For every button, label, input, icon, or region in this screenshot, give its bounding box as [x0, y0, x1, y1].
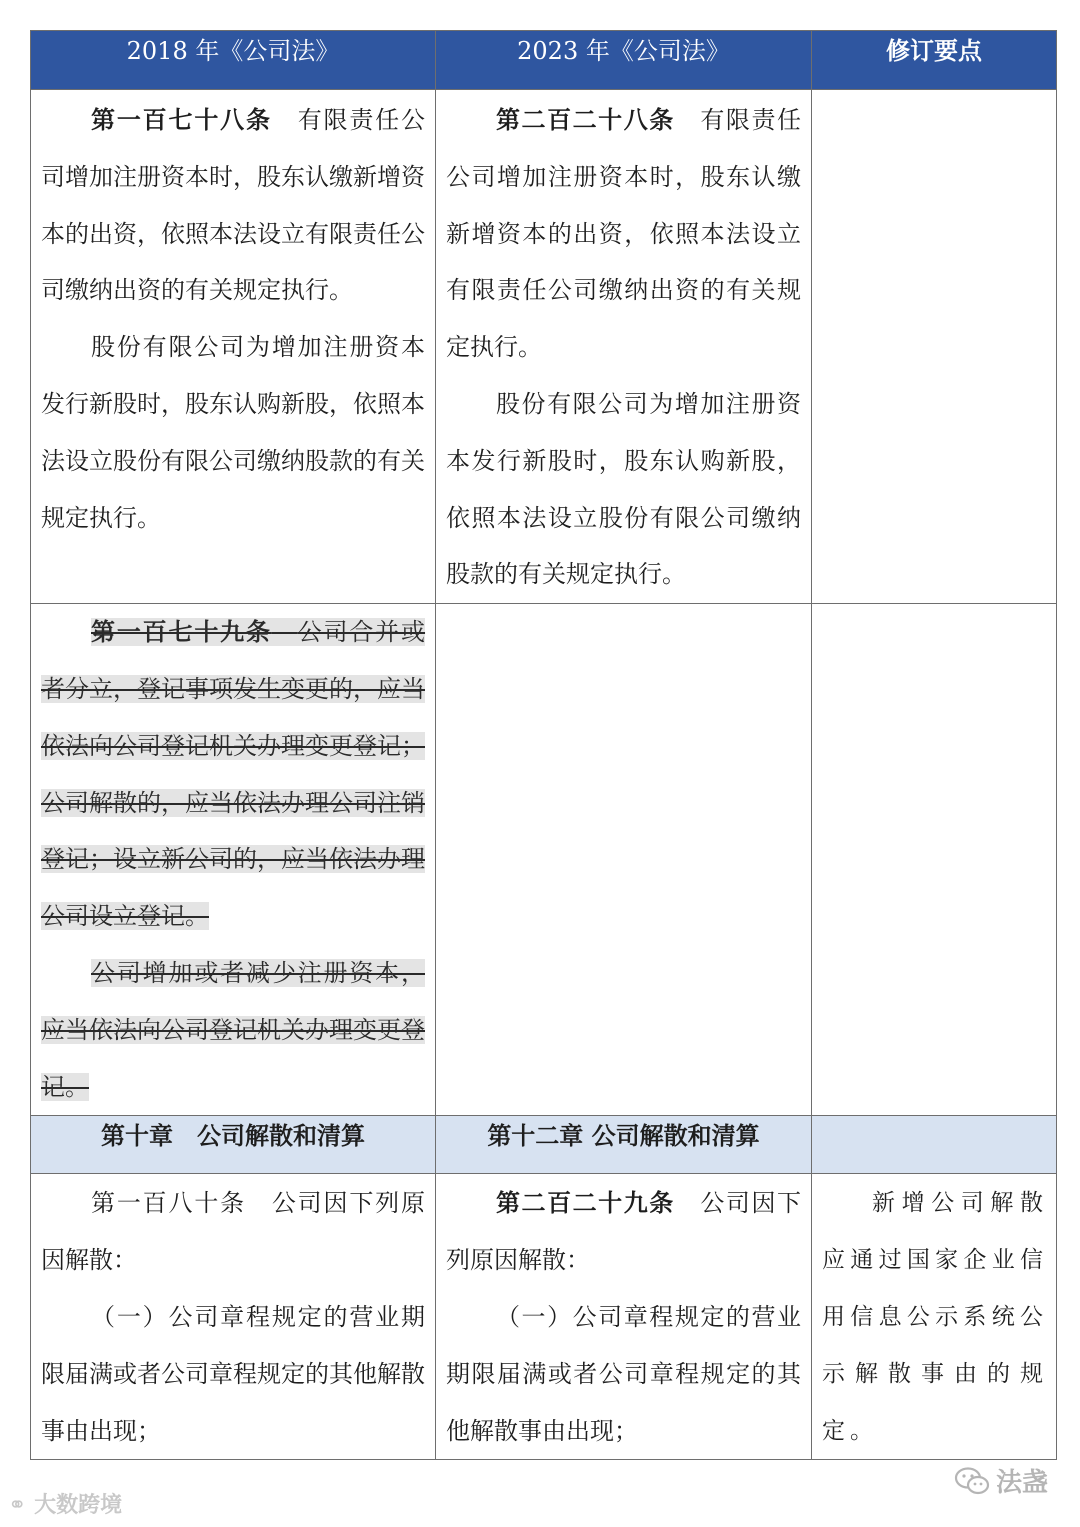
- header-2018: 2018 年《公司法》: [31, 31, 436, 90]
- wechat-icon: [954, 1466, 990, 1496]
- article-text: 有限责任公司增加注册资本时，股东认缴新增资本的出资，依照本法设立有限责任公司缴纳出资的有关规定执行。: [41, 106, 426, 305]
- article-text: 公司因下列原因解散：: [446, 1189, 802, 1275]
- comparison-table: [30, 30, 1057, 1460]
- article-text: 有限责任公司增加注册资本时，股东认缴新增资本的出资，依照本法设立有限责任公司缴纳出资的有关规定执行。: [446, 106, 802, 362]
- watermark-left-text: 大数跨境: [34, 1493, 123, 1518]
- cell-2018: [31, 1174, 436, 1460]
- header-row: [31, 31, 1057, 90]
- article-paragraph: （一）公司章程规定的营业期限届满或者公司章程规定的其他解散事由出现；: [41, 1302, 425, 1445]
- article-number: 第一百七十八条: [91, 106, 272, 134]
- deleted-article-number: 第一百七十九条: [91, 618, 272, 647]
- revision-note: 新增公司解散应通过国家企业信用信息公示系统公示解散事由的规定。: [822, 1190, 1048, 1444]
- cell-note: [812, 604, 1057, 1116]
- watermark-right: [954, 1462, 1048, 1499]
- article-number: 第二百二十九条: [496, 1189, 675, 1218]
- chapter-note: [812, 1116, 1057, 1174]
- header-2023: 2023 年《公司法》: [436, 31, 812, 90]
- chapter-title-2023: 第十二章 公司解散和清算: [436, 1116, 812, 1174]
- article-paragraph: 股份有限公司为增加注册资本发行新股时，股东认购新股，依照本法设立股份有限公司缴纳股款的有关规定执行。: [446, 389, 801, 589]
- article-paragraph: （一）公司章程规定的营业期限届满或者公司章程规定的其他解散事由出现；: [446, 1302, 801, 1445]
- article-paragraph: 股份有限公司为增加注册资本发行新股时，股东认购新股，依照本法设立股份有限公司缴纳股款的有关规定执行。: [41, 333, 425, 532]
- revision-note: [812, 90, 1056, 92]
- chapter-row: [31, 1116, 1057, 1174]
- cell-note: [812, 90, 1057, 604]
- table-row: [31, 90, 1057, 604]
- table-row: [31, 1174, 1057, 1460]
- header-revision-points: 修订要点: [812, 31, 1057, 90]
- chapter-title-2018: 第十章 公司解散和清算: [31, 1116, 436, 1174]
- article-number: 第一百八十条: [91, 1189, 246, 1218]
- deleted-article-text: 公司合并或者分立，登记事项发生变更的，应当依法向公司登记机关办理变更登记；公司解散的，应当依法办理公司注销登记；设立新公司的，应当依法办理公司设立登记。: [41, 618, 426, 931]
- watermark-right-text: 法盏: [995, 1468, 1048, 1498]
- cell-note: [812, 1174, 1057, 1460]
- deleted-article-paragraph: 公司增加或者减少注册资本，应当依法向公司登记机关办理变更登记。: [41, 958, 425, 1101]
- cell-2023: [436, 90, 812, 604]
- cell-2023: [436, 1174, 812, 1460]
- article-text: 公司因下列原因解散：: [41, 1189, 426, 1275]
- article-number: 第二百二十八条: [496, 106, 675, 134]
- cell-2018: [31, 90, 436, 604]
- cell-2018-deleted: [31, 604, 436, 1116]
- table-row: [31, 604, 1057, 1116]
- cell-2023: [436, 604, 812, 1116]
- weibo-icon: ⚭: [8, 1493, 27, 1518]
- watermark-left: [8, 1488, 122, 1519]
